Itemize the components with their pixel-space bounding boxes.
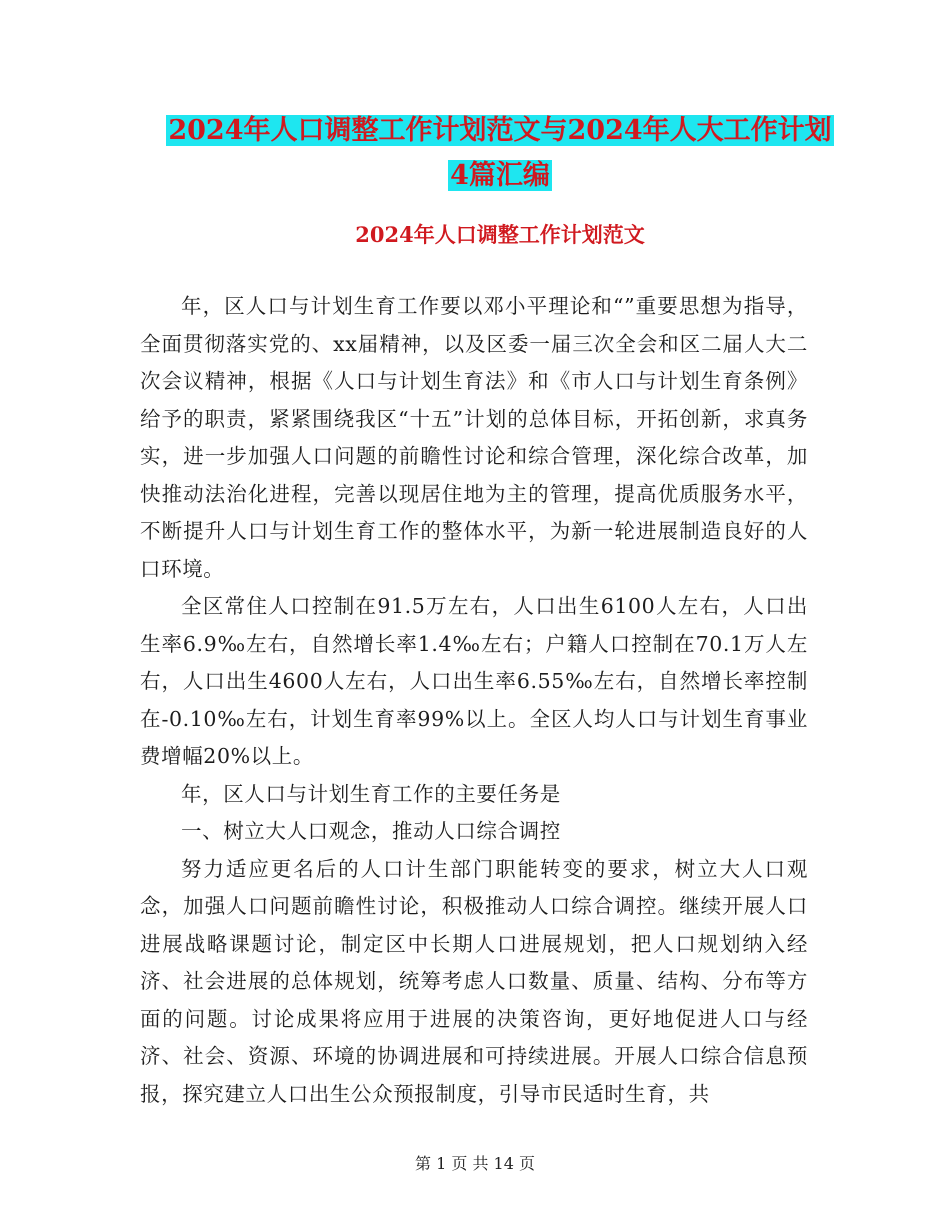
document-title-line1: 2024年人口调整工作计划范文与2024年人大工作计划 [168, 115, 832, 146]
paragraph-task-one-detail: 努力适应更名后的人口计生部门职能转变的要求，树立大人口观念，加强人口问题前瞻性讨论，积极推动人口综合调控。继续开展人口进展战略课题讨论，制定区中长期人口进展规划，把人口规划纳入经济、社会进展的总体规划，统筹考虑人口数量、质量、结构、分布等方面的问题。讨论成果将应用于进展的决策咨询，更好地促进人口与经济、社会、资源、环境的协调进展和可持续进展。开展人口综合信息预报，探究建立人口出生公众预报制度，引导市民适时生育，共 [140, 856, 808, 1106]
paragraph-targets: 全区常住人口控制在91.5万左右，人口出生6100人左右，人口出生率6.9‰左右，自然增长率1.4‰左右；户籍人口控制在70.1万人左右，人口出生4600人左右，人口出生率6.55‰左右，自然增长率控制在-0.10‰左右，计划生育率99%以上。全区人均人口与计划生育事业费增幅20%以上。 [140, 594, 808, 768]
document-body [140, 288, 808, 1113]
document-title [140, 108, 860, 198]
paragraph-heading-one: 一、树立大人口观念，推动人口综合调控 [181, 819, 561, 843]
document-title-line2: 4篇汇编 [450, 160, 550, 191]
section-title: 2024年人口调整工作计划范文 [355, 222, 645, 247]
paragraph-tasks-lead: 年，区人口与计划生育工作的主要任务是 [181, 781, 561, 806]
paragraph-intro: 年，区人口与计划生育工作要以邓小平理论和“”重要思想为指导，全面贯彻落实党的、xx届精神，以及区委一届三次全会和区二届人大二次会议精神，根据《人口与计划生育法》和《市人口与计划生育条例》给予的职责，紧紧围绕我区“十五”计划的总体目标，开拓创新，求真务实，进一步加强人口问题的前瞻性讨论和综合管理，深化综合改革，加快推动法治化进程，完善以现居住地为主的管理，提高优质服务水平，不断提升人口与计划生育工作的整体水平，为新一轮进展制造良好的人口环境。 [140, 294, 808, 581]
page-footer: 第 1 页 共 14 页 [415, 1154, 535, 1173]
